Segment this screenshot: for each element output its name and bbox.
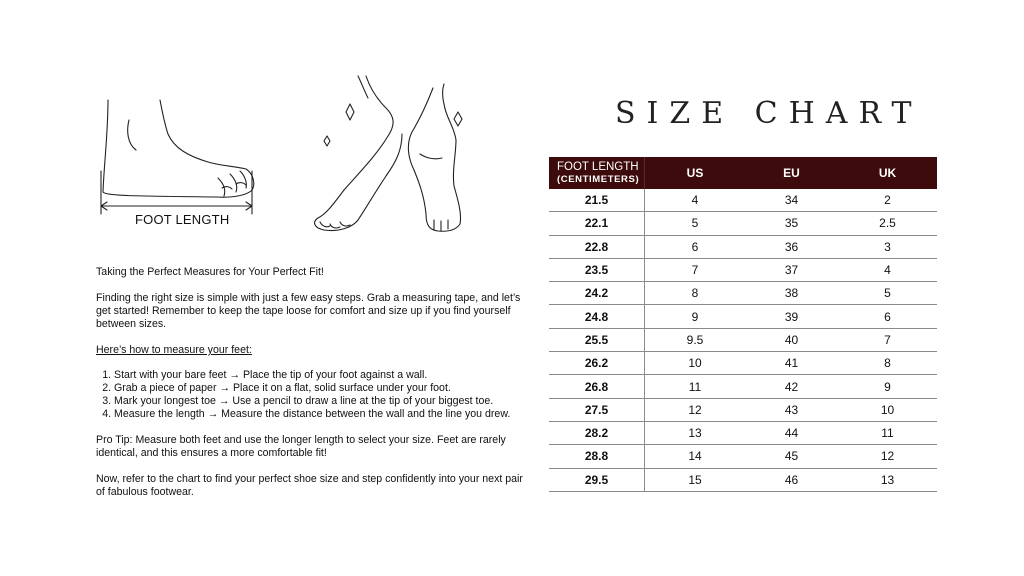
cell-us: 5 <box>645 212 746 235</box>
column-header-us: US <box>645 157 746 189</box>
cell-uk: 7 <box>838 328 937 351</box>
cell-eu: 43 <box>745 398 838 421</box>
cell-us: 8 <box>645 282 746 305</box>
table-row <box>549 421 937 444</box>
cell-us: 9.5 <box>645 328 746 351</box>
cell-length: 28.2 <box>549 421 645 444</box>
cell-length: 25.5 <box>549 328 645 351</box>
cell-length: 22.8 <box>549 235 645 258</box>
measurement-guide <box>96 266 526 512</box>
cell-uk: 5 <box>838 282 937 305</box>
table-row <box>549 189 937 212</box>
cell-eu: 46 <box>745 468 838 491</box>
cell-length: 21.5 <box>549 189 645 212</box>
column-header-eu: EU <box>745 157 838 189</box>
column-header-length <box>549 157 645 189</box>
table-header-row <box>549 157 937 189</box>
cell-uk: 13 <box>838 468 937 491</box>
table-row <box>549 212 937 235</box>
cell-eu: 41 <box>745 352 838 375</box>
cell-length: 24.8 <box>549 305 645 328</box>
cell-eu: 42 <box>745 375 838 398</box>
cell-uk: 3 <box>838 235 937 258</box>
column-header-uk: UK <box>838 157 937 189</box>
table-row <box>549 445 937 468</box>
length-unit-label: (CENTIMETERS) <box>557 173 640 185</box>
guide-paragraph: Finding the right size is simple with just a few easy steps. Grab a measuring tape, and let’s get started! Remember to keep the tape loose for comfort and size up if you find yourself between sizes. <box>96 292 521 330</box>
cell-us: 4 <box>645 189 746 212</box>
cell-eu: 39 <box>745 305 838 328</box>
size-chart-table <box>549 157 937 492</box>
size-chart-title: SIZE CHART <box>615 96 923 131</box>
cell-uk: 4 <box>838 258 937 281</box>
cell-eu: 36 <box>745 235 838 258</box>
cell-eu: 45 <box>745 445 838 468</box>
cell-us: 6 <box>645 235 746 258</box>
cell-length: 26.8 <box>549 375 645 398</box>
table-row <box>549 328 937 351</box>
cell-us: 13 <box>645 421 746 444</box>
table-row <box>549 235 937 258</box>
cell-length: 23.5 <box>549 258 645 281</box>
cell-eu: 37 <box>745 258 838 281</box>
cell-us: 11 <box>645 375 746 398</box>
cell-uk: 12 <box>838 445 937 468</box>
cell-eu: 40 <box>745 328 838 351</box>
cell-eu: 35 <box>745 212 838 235</box>
table-row <box>549 282 937 305</box>
cell-uk: 10 <box>838 398 937 421</box>
cell-us: 15 <box>645 468 746 491</box>
cell-eu: 34 <box>745 189 838 212</box>
cell-length: 24.2 <box>549 282 645 305</box>
howto-heading: Here’s how to measure your feet: <box>96 344 252 356</box>
cell-uk: 11 <box>838 421 937 444</box>
table-row <box>549 375 937 398</box>
cell-us: 9 <box>645 305 746 328</box>
cell-length: 22.1 <box>549 212 645 235</box>
steps-list <box>96 369 526 421</box>
cell-length: 29.5 <box>549 468 645 491</box>
cell-us: 7 <box>645 258 746 281</box>
step-item: 3. Mark your longest toe → Use a pencil to draw a line at the tip of your biggest toe. <box>114 395 526 408</box>
cell-us: 14 <box>645 445 746 468</box>
cell-us: 12 <box>645 398 746 421</box>
cell-uk: 9 <box>838 375 937 398</box>
cell-uk: 6 <box>838 305 937 328</box>
step-item: 1. Start with your bare feet → Place the tip of your foot against a wall. <box>114 369 526 382</box>
cell-eu: 44 <box>745 421 838 444</box>
cell-uk: 8 <box>838 352 937 375</box>
cell-uk: 2 <box>838 189 937 212</box>
cell-eu: 38 <box>745 282 838 305</box>
table-row <box>549 398 937 421</box>
cell-us: 10 <box>645 352 746 375</box>
cell-length: 27.5 <box>549 398 645 421</box>
table-row <box>549 305 937 328</box>
table-row <box>549 258 937 281</box>
cell-length: 26.2 <box>549 352 645 375</box>
pro-tip: Pro Tip: Measure both feet and use the longer length to select your size. Feet are rarely identical, and this ensures a more comfortable fit! <box>96 434 506 459</box>
step-item: 2. Grab a piece of paper → Place it on a flat, solid surface under your foot. <box>114 382 526 395</box>
cell-uk: 2.5 <box>838 212 937 235</box>
closing-text: Now, refer to the chart to find your perfect shoe size and step confidently into your next pair of fabulous footwear. <box>96 473 523 498</box>
table-row <box>549 352 937 375</box>
guide-intro: Taking the Perfect Measures for Your Perfect Fit! <box>96 266 324 278</box>
length-header-label: FOOT LENGTH <box>557 160 639 173</box>
table-row <box>549 468 937 491</box>
step-item: 4. Measure the length → Measure the distance between the wall and the line you drew. <box>114 408 526 421</box>
standing-feet-icon <box>315 76 462 231</box>
side-foot-icon <box>101 100 254 214</box>
foot-length-label: FOOT LENGTH <box>135 212 230 227</box>
cell-length: 28.8 <box>549 445 645 468</box>
